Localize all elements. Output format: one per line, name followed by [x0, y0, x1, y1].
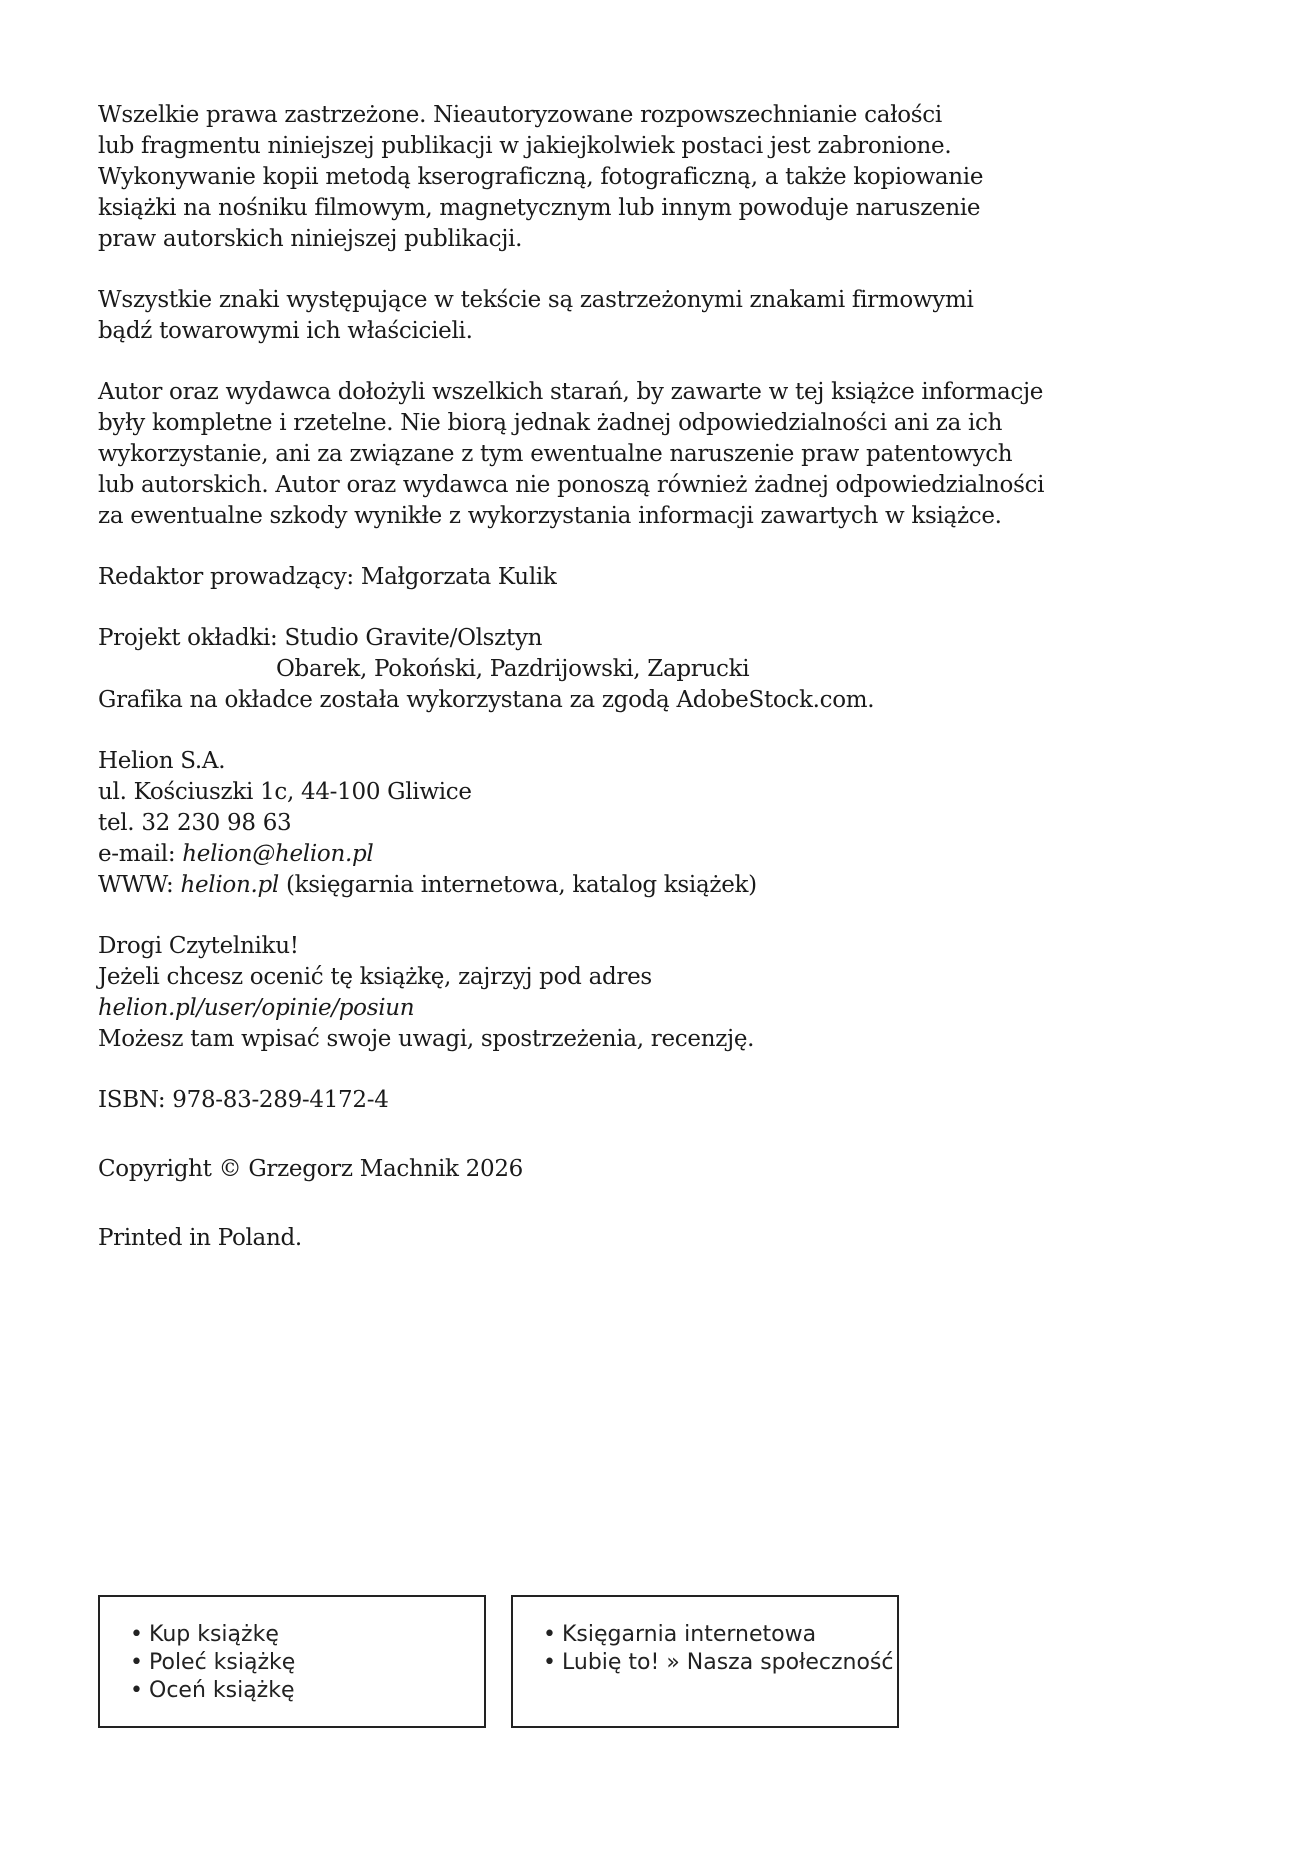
copyright-line: Copyright © Grzegorz Machnik 2026 — [98, 1156, 524, 1182]
reader-paragraph — [98, 931, 1098, 1055]
buy-book-label: Kup książkę — [149, 1622, 279, 1647]
text-line: wykorzystanie, ani za związane z tym ewentualne naruszenie praw patentowych — [98, 441, 1013, 467]
bullet: • — [130, 1678, 143, 1703]
www-note: (księgarnia internetowa, katalog książek) — [278, 872, 757, 898]
bullet: • — [543, 1622, 556, 1647]
publisher-paragraph — [98, 746, 1098, 901]
rights-paragraph — [98, 100, 1098, 255]
editor-paragraph — [98, 562, 1098, 593]
copyright-paragraph — [98, 1154, 1098, 1185]
community-link[interactable] — [543, 1649, 897, 1677]
cover-paragraph — [98, 623, 1098, 716]
buy-book-link[interactable] — [130, 1621, 484, 1649]
recommend-book-link[interactable] — [130, 1649, 484, 1677]
printed-paragraph — [98, 1223, 1098, 1254]
text-line: Wszelkie prawa zastrzeżone. Nieautoryzowane rozpowszechnianie całości — [98, 102, 942, 128]
publisher-phone: tel. 32 230 98 63 — [98, 810, 292, 836]
text-line: Autor oraz wydawca dołożyli wszelkich starań, by zawarte w tej książce informacje — [98, 379, 1044, 405]
online-bookstore-link[interactable] — [543, 1621, 897, 1649]
www-label: WWW: — [98, 872, 181, 898]
online-bookstore-label: Księgarnia internetowa — [562, 1622, 817, 1647]
community-box — [511, 1595, 899, 1728]
isbn-line: ISBN: 978-83-289-4172-4 — [98, 1087, 389, 1113]
publisher-name: Helion S.A. — [98, 748, 226, 774]
cover-graphics-line: Grafika na okładce została wykorzystana za zgodą AdobeStock.com. — [98, 687, 875, 713]
recommend-book-label: Poleć książkę — [149, 1650, 296, 1675]
rate-book-label: Oceń książkę — [149, 1678, 295, 1703]
editor-line: Redaktor prowadzący: Małgorzata Kulik — [98, 564, 557, 590]
text-line: lub fragmentu niniejszej publikacji w jakiejkolwiek postaci jest zabronione. — [98, 133, 952, 159]
community-label: Lubię to! » Nasza społeczność — [562, 1650, 894, 1675]
link-boxes — [98, 1595, 902, 1730]
printed-line: Printed in Poland. — [98, 1225, 302, 1251]
text-line: lub autorskich. Autor oraz wydawca nie ponoszą również żadnej odpowiedzialności — [98, 472, 1045, 498]
isbn-paragraph — [98, 1085, 1098, 1116]
publisher-email-line — [98, 839, 1098, 870]
copyright-page — [98, 100, 1098, 1284]
bullet: • — [130, 1650, 143, 1675]
cover-design-line: Projekt okładki: Studio Gravite/Olsztyn — [98, 625, 543, 651]
disclaimer-paragraph — [98, 377, 1098, 532]
email-link[interactable]: helion@helion.pl — [182, 841, 374, 867]
text-line: praw autorskich niniejszej publikacji. — [98, 226, 523, 252]
review-url-link[interactable]: helion.pl/user/opinie/posiun — [98, 995, 415, 1021]
trademarks-paragraph — [98, 285, 1098, 347]
reader-greeting: Drogi Czytelniku! — [98, 933, 299, 959]
book-actions-box — [98, 1595, 486, 1728]
cover-designers-line: Obarek, Pokoński, Pazdrijowski, Zaprucki — [276, 656, 750, 682]
www-link[interactable]: helion.pl — [180, 872, 279, 898]
text-line: bądź towarowymi ich właścicieli. — [98, 318, 473, 344]
email-label: e-mail: — [98, 841, 183, 867]
reader-note: Możesz tam wpisać swoje uwagi, spostrzeżenia, recenzję. — [98, 1026, 755, 1052]
rate-book-link[interactable] — [130, 1677, 484, 1705]
publisher-www-line — [98, 870, 1098, 901]
bullet: • — [543, 1650, 556, 1675]
publisher-address: ul. Kościuszki 1c, 44-100 Gliwice — [98, 779, 472, 805]
reader-instruction: Jeżeli chcesz ocenić tę książkę, zajrzyj pod adres — [98, 964, 652, 990]
text-line: za ewentualne szkody wynikłe z wykorzystania informacji zawartych w książce. — [98, 503, 1002, 529]
text-line: Wszystkie znaki występujące w tekście są zastrzeżonymi znakami firmowymi — [98, 287, 974, 313]
bullet: • — [130, 1622, 143, 1647]
text-line: Wykonywanie kopii metodą kserograficzną, fotograficzną, a także kopiowanie — [98, 164, 984, 190]
text-line: były kompletne i rzetelne. Nie biorą jednak żadnej odpowiedzialności ani za ich — [98, 410, 1003, 436]
text-line: książki na nośniku filmowym, magnetycznym lub innym powoduje naruszenie — [98, 195, 981, 221]
